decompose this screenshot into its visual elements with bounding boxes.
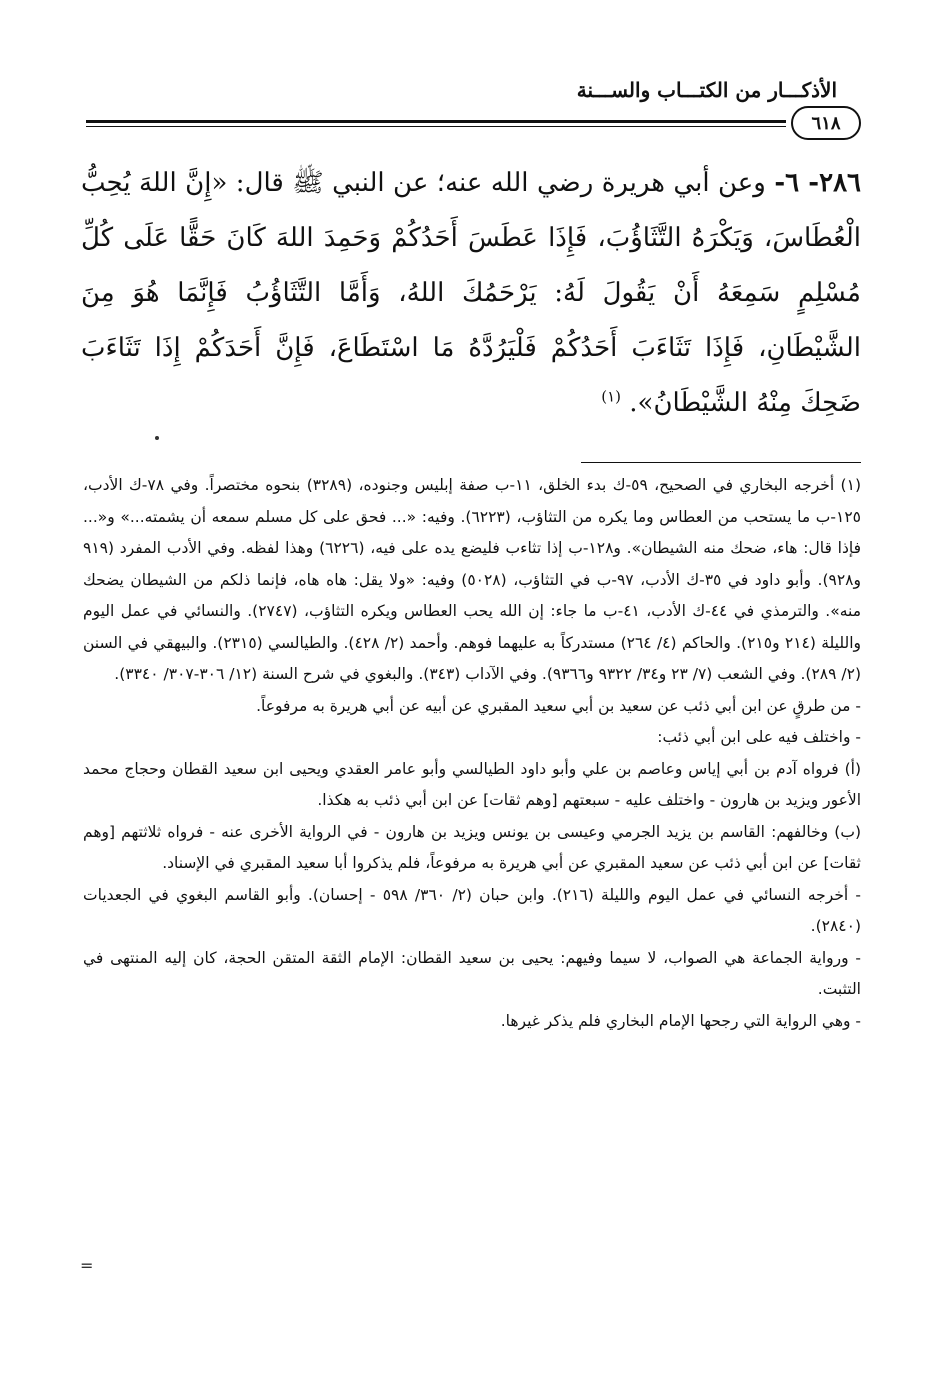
footnote-paragraph: (١) أخرجه البخاري في الصحيح، ٥٩-ك بدء الخلق، ١١-ب صفة إبليس وجنوده، (٣٢٨٩) بنحوه مختصراً. وفي ٧٨-ك الأدب، ١٢٥-ب ما يستحب من العطاس وما يكره من التثاؤب، (٦٢٢٣). وفيه: «... فحق على كل مسلم سمعه أن يشمته...» و«... فإذا قال: هاء، ضحك منه الشيطان». و١٢٨-ب إذا تثاءب فليضع يده على فيه، (٦٢٢٦) وهذا لفظه. وفي الأدب المفرد (٩١٩ و٩٢٨). وأبو داود في ٣٥-ك الأدب، ٩٧-ب في التثاؤب، (٥٠٢٨) وفيه: «ولا يقل: هاه هاه، فإنما ذلكم من الشيطان يضحك منه». والترمذي في ٤٤-ك الأدب، ٤١-ب ما جاء: إن الله يحب العطاس ويكره التثاؤب، (٢٧٤٧). والنسائي في عمل اليوم والليلة (٢١٤ و٢١٥). والحاكم (٤/ ٢٦٤) مستدركاً به عليهما فوهم. وأحمد (٢/ ٤٢٨). والطيالسي (٢٣١٥). والبيهقي في السنن (٢/ ٢٨٩). وفي الشعب (٧/ ٢٣ و٣٤/ ٩٣٢٢ و٩٣٦٦). وفي الآداب (٣٤٣). والبغوي في شرح السنة (١٢/ ٣٠٦-٣٠٧/ ٣٣٤٠). [83, 476, 862, 683]
footnote-paragraph: - واختلف فيه على ابن أبي ذئب: [657, 728, 861, 746]
footnote-separator [581, 462, 861, 463]
footnote-paragraph: - وهي الرواية التي رجحها الإمام البخاري فلم يذكر غيرها. [500, 1011, 861, 1030]
footnote-paragraph: - ورواية الجماعة هي الصواب، لا سيما وفيهم: يحيى بن سعيد القطان: الإمام الثقة المتقن الحجة، كان إليه المنتهى في التثبت. [83, 948, 861, 998]
running-title: الأذكـــار من الكتـــاب والســـنة [576, 78, 837, 102]
footnote-paragraph: (أ) فرواه آدم بن أبي إياس وعاصم بن علي وأبو داود الطيالسي وأبو عامر العقدي ويحيى ابن سعيد القطان وحجاج محمد الأعور ويزيد بن هارون - واختلف عليه - سبعتهم [وهم ثقات] عن ابن أبي ذئب به هكذا. [83, 759, 861, 809]
ink-dot [155, 436, 159, 440]
page-number: ٦١٨ [791, 106, 861, 140]
hadith-text-block [81, 156, 861, 431]
footnote-paragraph: - أخرجه النسائي في عمل اليوم والليلة (٢١٦). وابن حبان (٢/ ٣٦٠/ ٥٩٨ - إحسان). وأبو القاسم البغوي في الجعديات (٢٨٤٠). [83, 885, 861, 935]
footnote-paragraph: (ب) وخالفهم: القاسم بن يزيد الجرمي وعيسى بن يونس ويزيد بن هارون - في الرواية الأخرى عنه - فرواه ثلاثتهم [وهم ثقات] عن ابن أبي ذئب عن سعيد المقبري عن أبي هريرة به مرفوعاً، فلم يذكروا أبا سعيد المقبري في الإسناد. [83, 822, 861, 872]
footnotes-block [83, 470, 861, 1037]
hadith-number: ٢٨٦- ٦- [774, 168, 862, 198]
footnote-paragraph: - من طرقٍ عن ابن أبي ذئب عن سعيد بن أبي سعيد المقبري عن أبيه عن أبي هريرة به مرفوعاً. [256, 696, 861, 715]
footnote-reference: (١) [601, 387, 622, 406]
header-rule-thick [86, 120, 786, 123]
continuation-mark: = [80, 1256, 94, 1275]
header-rule-thin [86, 126, 786, 127]
header-rule [86, 120, 786, 128]
hadith-text: وعن أبي هريرة رضي الله عنه؛ عن النبي ﷺ قال: «إِنَّ اللهَ يُحِبُّ الْعُطَاسَ، وَيَكْرَهُ التَّثَاؤُبَ، فَإِذَا عَطَسَ أَحَدُكُمْ وَحَمِدَ اللهَ كَانَ حَقًّا عَلَى كُلِّ مُسْلِمٍ سَمِعَهُ أَنْ يَقُولَ لَهُ: يَرْحَمُكَ اللهُ، وَأَمَّا التَّثَاؤُبُ فَإِنَّمَا هُوَ مِنَ الشَّيْطَانِ، فَإِذَا تَثَاءَبَ أَحَدُكُمْ فَلْيَرُدَّهُ مَا اسْتَطَاعَ، فَإِنَّ أَحَدَكُمْ إِذَا تَثَاءَبَ ضَحِكَ مِنْهُ الشَّيْطَانُ». [81, 168, 861, 418]
